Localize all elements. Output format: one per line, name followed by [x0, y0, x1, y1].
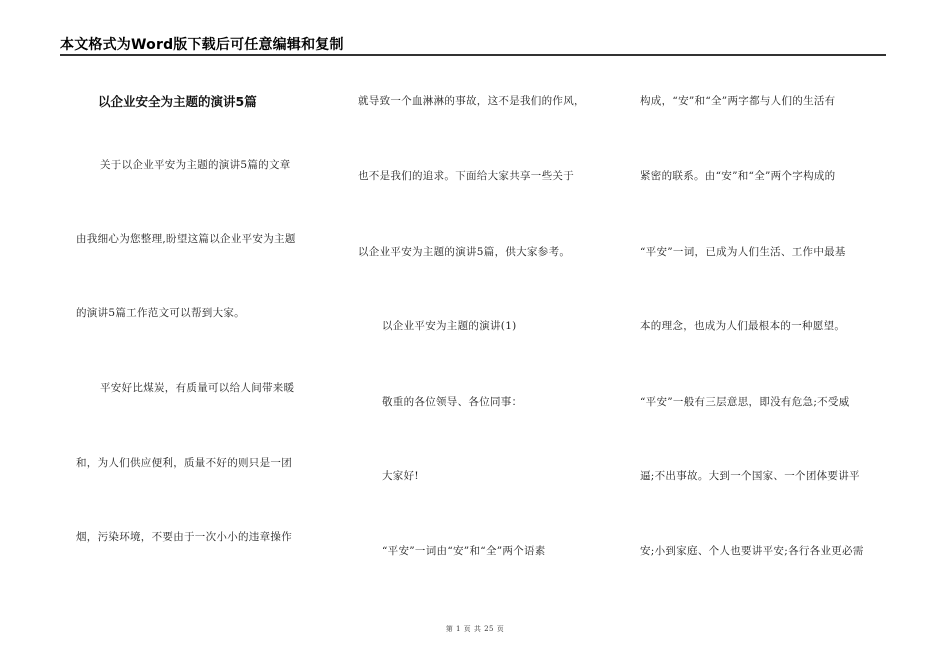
- document-title: 以企业安全为主题的演讲5篇: [98, 94, 257, 109]
- column-1-line-2: 由我细心为您整理,盼望这篇以企业平安为主题: [76, 233, 296, 245]
- column-1-line-5: 和，为人们供应便利，质量不好的则只是一团: [76, 457, 292, 469]
- page-number-footer: 第 1 页 共 25 页: [445, 625, 505, 633]
- column-3-line-5: “平安”一般有三层意思，即没有危急;不受威: [640, 396, 850, 408]
- page-header: [60, 32, 886, 56]
- column-1-line-1: 关于以企业平安为主题的演讲5篇的文章: [100, 159, 291, 171]
- column-1-line-6: 烟，污染环境，不要由于一次小小的违章操作: [76, 531, 292, 543]
- column-2-line-1: 就导致一个血淋淋的事故，这不是我们的作风，: [358, 95, 585, 107]
- column-3-line-4: 本的理念，也成为人们最根本的一种愿望。: [640, 320, 846, 332]
- column-3-line-7: 安;小到家庭、个人也要讲平安;各行各业更必需: [640, 545, 864, 557]
- column-2-line-4: 以企业平安为主题的演讲(1): [382, 320, 517, 332]
- column-1-line-4: 平安好比煤炭，有质量可以给人间带来暖: [100, 382, 295, 394]
- column-3-line-6: 逼;不出事故。大到一个国家、一个团体要讲平: [640, 470, 860, 482]
- column-2-line-6: 大家好!: [382, 470, 419, 482]
- header-title: 本文格式为Word版下载后可任意编辑和复制: [60, 37, 344, 53]
- column-2-line-2: 也不是我们的追求。下面给大家共享一些关于: [358, 170, 574, 182]
- column-3-line-3: “平安”一词，已成为人们生活、工作中最基: [640, 246, 846, 258]
- column-2-line-7: “平安”一词由“安”和“全”两个语素: [382, 545, 546, 557]
- column-2-line-3: 以企业平安为主题的演讲5篇，供大家参考。: [358, 246, 571, 258]
- column-2-line-5: 敬重的各位领导、各位同事：: [382, 396, 523, 408]
- column-3-line-1: 构成，“安”和“全”两字都与人们的生活有: [640, 95, 836, 107]
- column-3-line-2: 紧密的联系。由“安”和“全”两个字构成的: [640, 170, 836, 182]
- column-1-line-3: 的演讲5篇工作范文可以帮到大家。: [76, 307, 245, 319]
